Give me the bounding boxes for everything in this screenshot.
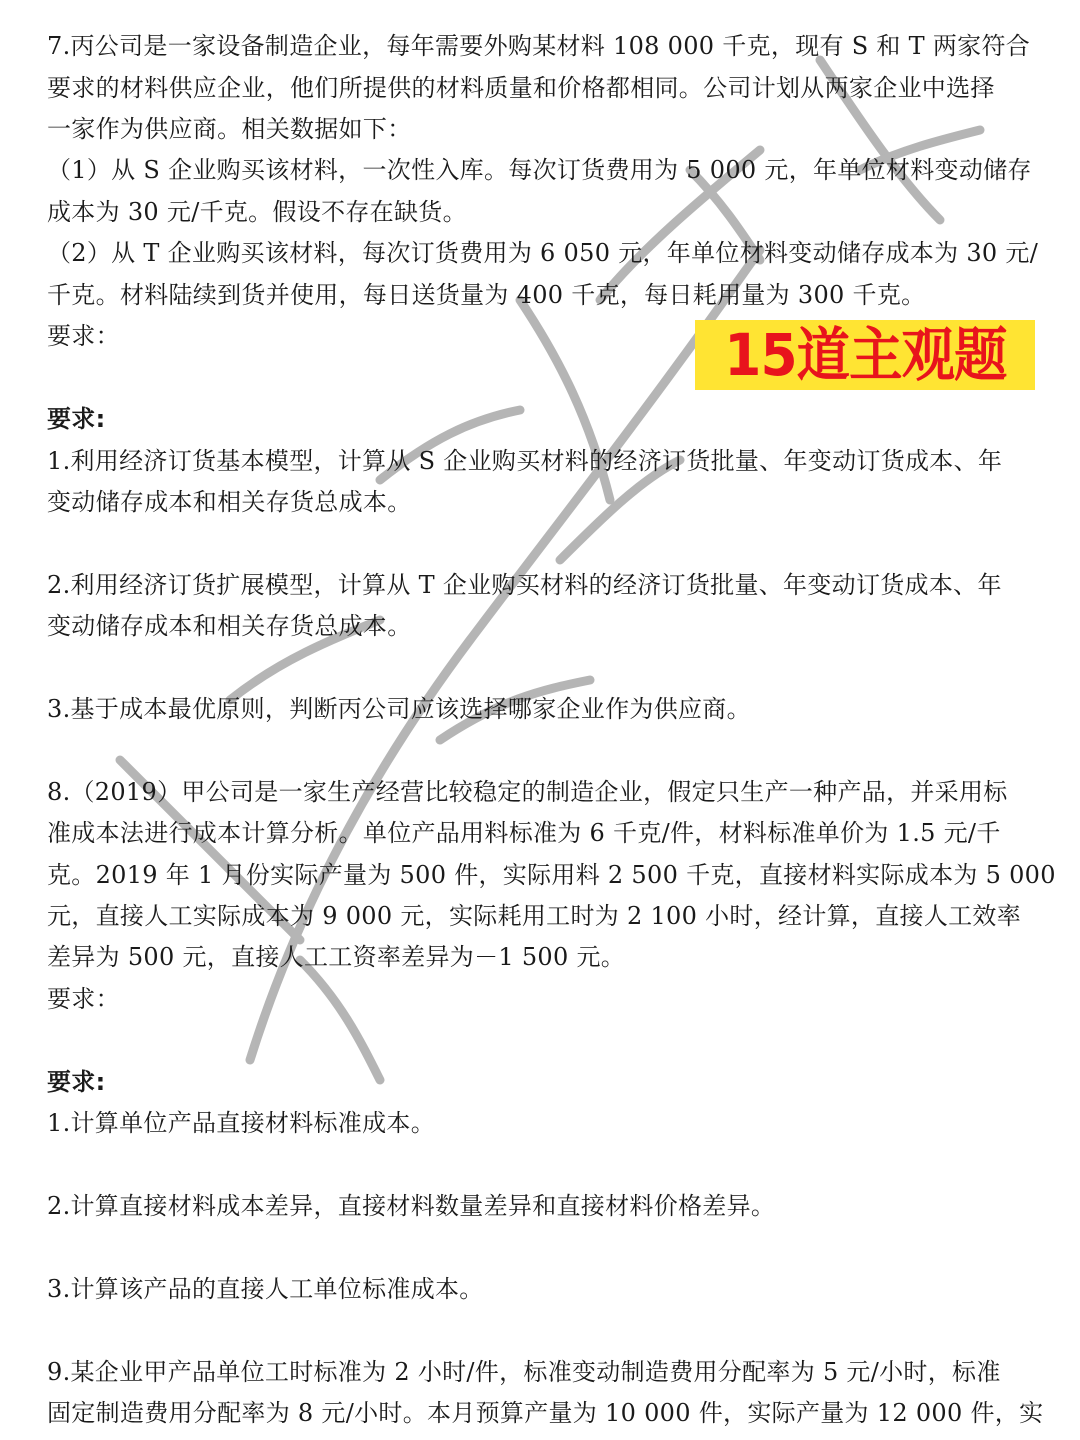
- text-line: 要求：: [47, 322, 120, 350]
- text-line: 克。2019 年 1 月份实际产量为 500 件，实际用料 2 500 千克，直接材料实际成本为 5 000: [47, 861, 1056, 889]
- text-line: 固定制造费用分配率为 8 元/小时。本月预算产量为 10 000 件，实际产量为 12 000 件，实: [47, 1399, 1044, 1427]
- text-line: 1.计算单位产品直接材料标准成本。: [47, 1109, 435, 1137]
- text-line: 3.基于成本最优原则，判断丙公司应该选择哪家企业作为供应商。: [47, 695, 751, 723]
- text-line: 9.某企业甲产品单位工时标准为 2 小时/件，标准变动制造费用分配率为 5 元/小时，标准: [47, 1358, 1001, 1386]
- text-line: 3.计算该产品的直接人工单位标准成本。: [47, 1275, 484, 1303]
- text-line: 2.利用经济订货扩展模型，计算从 T 企业购买材料的经济订货批量、年变动订货成本、年: [47, 571, 1002, 599]
- text-line: 变动储存成本和相关存货总成本。: [47, 612, 412, 640]
- watermark-stroke: [250, 250, 760, 1060]
- text-line: 7.丙公司是一家设备制造企业，每年需要外购某材料 108 000 千克，现有 S 和 T 两家符合: [47, 32, 1031, 60]
- text-line: （2）从 T 企业购买该材料，每次订货费用为 6 050 元，年单位材料变动储存成本为 30 元/: [47, 239, 1039, 267]
- promo-badge: [695, 320, 1035, 390]
- text-line: 成本为 30 元/千克。假设不存在缺货。: [47, 198, 467, 226]
- text-line: 要求的材料供应企业，他们所提供的材料质量和价格都相同。公司计划从两家企业中选择: [47, 74, 995, 102]
- section-heading: 要求:: [47, 1068, 106, 1096]
- text-line: 千克。材料陆续到货并使用，每日送货量为 400 千克，每日耗用量为 300 千克。: [47, 281, 926, 309]
- text-line: 要求：: [47, 985, 120, 1013]
- text-line: 1.利用经济订货基本模型，计算从 S 企业购买材料的经济订货批量、年变动订货成本、年: [47, 447, 1003, 475]
- text-line: 一家作为供应商。相关数据如下：: [47, 115, 412, 143]
- text-line: 元，直接人工实际成本为 9 000 元，实际耗用工时为 2 100 小时，经计算，直接人工效率: [47, 902, 1022, 930]
- watermark-stroke: [300, 960, 380, 1080]
- text-line: 变动储存成本和相关存货总成本。: [47, 488, 412, 516]
- text-line: 2.计算直接材料成本差异，直接材料数量差异和直接材料价格差异。: [47, 1192, 776, 1220]
- text-line: 8.（2019）甲公司是一家生产经营比较稳定的制造企业，假定只生产一种产品，并采用标: [47, 778, 1008, 806]
- text-line: 准成本法进行成本计算分析。单位产品用料标准为 6 千克/件，材料标准单价为 1.5 元/千: [47, 819, 1001, 847]
- promo-badge-text: 15道主观题: [723, 321, 1007, 389]
- text-line: （1）从 S 企业购买该材料，一次性入库。每次订货费用为 5 000 元，年单位材料变动储存: [47, 156, 1032, 184]
- section-heading: 要求:: [47, 405, 106, 433]
- text-line: 差异为 500 元，直接人工工资率差异为－1 500 元。: [47, 943, 626, 971]
